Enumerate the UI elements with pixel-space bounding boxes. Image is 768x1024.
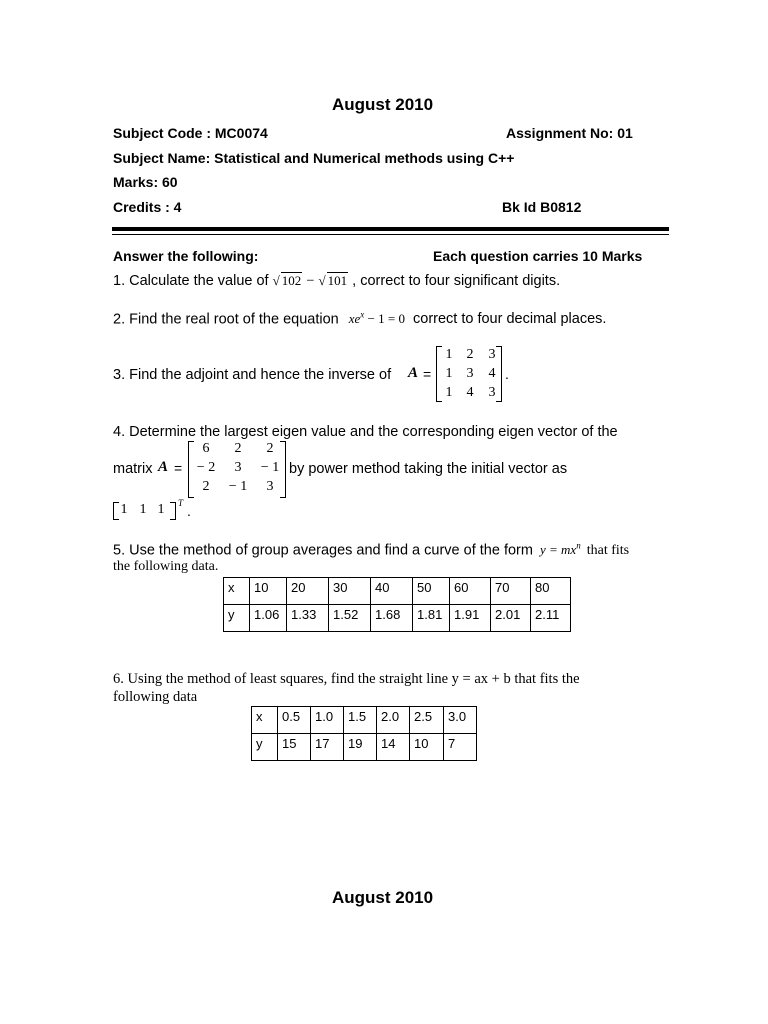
- divider-thick: [112, 227, 669, 231]
- table-cell: 1.33: [287, 605, 329, 632]
- q5-form: $y = mx^n$: [539, 541, 581, 558]
- question-3-text: 3. Find the adjoint and hence the inverse of: [113, 367, 392, 383]
- matrix-cell: 3: [466, 366, 474, 381]
- table-cell: 1.81: [413, 605, 450, 632]
- vector-cell: 1: [157, 502, 165, 517]
- q1-minus: −: [306, 273, 315, 289]
- table-cell: 30: [329, 578, 371, 605]
- table-cell: 0.5: [278, 707, 311, 734]
- table-cell: x: [224, 578, 250, 605]
- matrix-cell: 1: [445, 366, 453, 381]
- q4-matrix-word: matrix: [113, 461, 153, 477]
- table-cell: 7: [444, 734, 477, 761]
- assignment-no: Assignment No: 01: [506, 125, 633, 141]
- vector-cell: 1: [139, 502, 147, 517]
- table-cell: 1.5: [344, 707, 377, 734]
- question-5-line2: the following data.: [113, 559, 219, 574]
- table-cell: 20: [287, 578, 329, 605]
- matrix-cell: 3: [234, 460, 242, 475]
- question-5-line1: [113, 541, 629, 559]
- question-2: [113, 310, 606, 327]
- q4-bracket-right: [280, 441, 286, 498]
- subject-code: Subject Code : MC0074: [113, 125, 268, 141]
- table-cell: 70: [491, 578, 531, 605]
- matrix-cell: − 2: [196, 460, 216, 475]
- table-cell: 1.68: [371, 605, 413, 632]
- matrix-cell: 1: [445, 385, 453, 400]
- matrix-cell: − 1: [260, 460, 280, 475]
- instruction-right: Each question carries 10 Marks: [433, 248, 643, 264]
- question-6-line1: 6. Using the method of least squares, find the straight line y = ax + b that fits the: [113, 671, 580, 687]
- q1-prefix: 1. Calculate the value of: [113, 273, 269, 289]
- matrix-cell: 4: [488, 366, 496, 381]
- table-cell: 1.52: [329, 605, 371, 632]
- table-cell: 1.0: [311, 707, 344, 734]
- page-title: August 2010: [332, 95, 434, 114]
- matrix-cell: 2: [466, 347, 474, 362]
- transpose-mark: T: [178, 498, 184, 508]
- q4-matrix: [191, 441, 285, 495]
- q4-period: .: [187, 503, 191, 519]
- matrix-cell: 3: [488, 347, 496, 362]
- table-cell: 1.91: [450, 605, 491, 632]
- instruction-left: Answer the following:: [113, 248, 259, 264]
- table-cell: 50: [413, 578, 450, 605]
- group-averages-table: [223, 577, 571, 632]
- q5-prefix: 5. Use the method of group averages and find a curve of the form: [113, 542, 533, 559]
- table-cell: 10: [410, 734, 444, 761]
- table-cell: 19: [344, 734, 377, 761]
- matrix-cell: 3: [266, 479, 274, 494]
- q3-var-a: A: [408, 365, 419, 381]
- table-cell: 60: [450, 578, 491, 605]
- least-squares-table: [251, 706, 477, 761]
- matrix-cell: 6: [202, 441, 210, 456]
- q3-matrix: [439, 347, 503, 401]
- table-row: [252, 734, 477, 761]
- q4-equals: =: [174, 460, 183, 476]
- question-6-line2: following data: [113, 689, 198, 705]
- table-row: [224, 605, 571, 632]
- sqrt-102: √ 102: [272, 273, 302, 288]
- matrix-cell: 2: [266, 441, 274, 456]
- vector-bracket-right: [170, 502, 176, 520]
- table-cell: 14: [377, 734, 410, 761]
- q2-suffix: correct to four decimal places.: [413, 311, 607, 328]
- credits: Credits : 4: [113, 199, 182, 215]
- table-cell: 15: [278, 734, 311, 761]
- q4-var-a: A: [158, 459, 169, 475]
- matrix-cell: 3: [488, 385, 496, 400]
- footer-title: August 2010: [332, 888, 434, 907]
- divider-thin: [112, 234, 669, 235]
- table-row: [252, 707, 477, 734]
- matrix-cell: 4: [466, 385, 474, 400]
- table-cell: y: [224, 605, 250, 632]
- table-cell: 40: [371, 578, 413, 605]
- table-cell: x: [252, 707, 278, 734]
- subject-name: Subject Name: Statistical and Numerical methods using C++: [113, 150, 515, 166]
- q2-prefix: 2. Find the real root of the equation: [113, 311, 339, 328]
- q5-suffix: that fits: [586, 543, 630, 559]
- question-1: [113, 272, 560, 290]
- table-row: [224, 578, 571, 605]
- matrix-cell: 1: [445, 347, 453, 362]
- q3-period: .: [505, 366, 509, 382]
- matrix-cell: 2: [234, 441, 242, 456]
- initial-vector: [115, 502, 169, 518]
- table-cell: 2.5: [410, 707, 444, 734]
- table-cell: 1.06: [250, 605, 287, 632]
- table-cell: 10: [250, 578, 287, 605]
- table-cell: 80: [531, 578, 571, 605]
- q3-equals: =: [423, 366, 432, 382]
- vector-cell: 1: [120, 502, 128, 517]
- q2-equation: $xe^x - 1 = 0$: [348, 310, 405, 327]
- table-cell: 2.0: [377, 707, 410, 734]
- matrix-cell: − 1: [228, 479, 248, 494]
- question-4-line1: 4. Determine the largest eigen value and the corresponding eigen vector of the: [113, 424, 618, 440]
- sqrt-101: √ 101: [318, 273, 348, 288]
- table-cell: 17: [311, 734, 344, 761]
- matrix-cell: 2: [202, 479, 210, 494]
- bk-id: Bk Id B0812: [502, 199, 582, 215]
- table-cell: 2.11: [531, 605, 571, 632]
- q1-suffix: , correct to four significant digits.: [352, 273, 561, 289]
- table-cell: 2.01: [491, 605, 531, 632]
- marks: Marks: 60: [113, 174, 178, 190]
- table-cell: 3.0: [444, 707, 477, 734]
- table-cell: y: [252, 734, 278, 761]
- q3-bracket-right: [496, 346, 502, 402]
- q4-after: by power method taking the initial vector as: [289, 461, 568, 477]
